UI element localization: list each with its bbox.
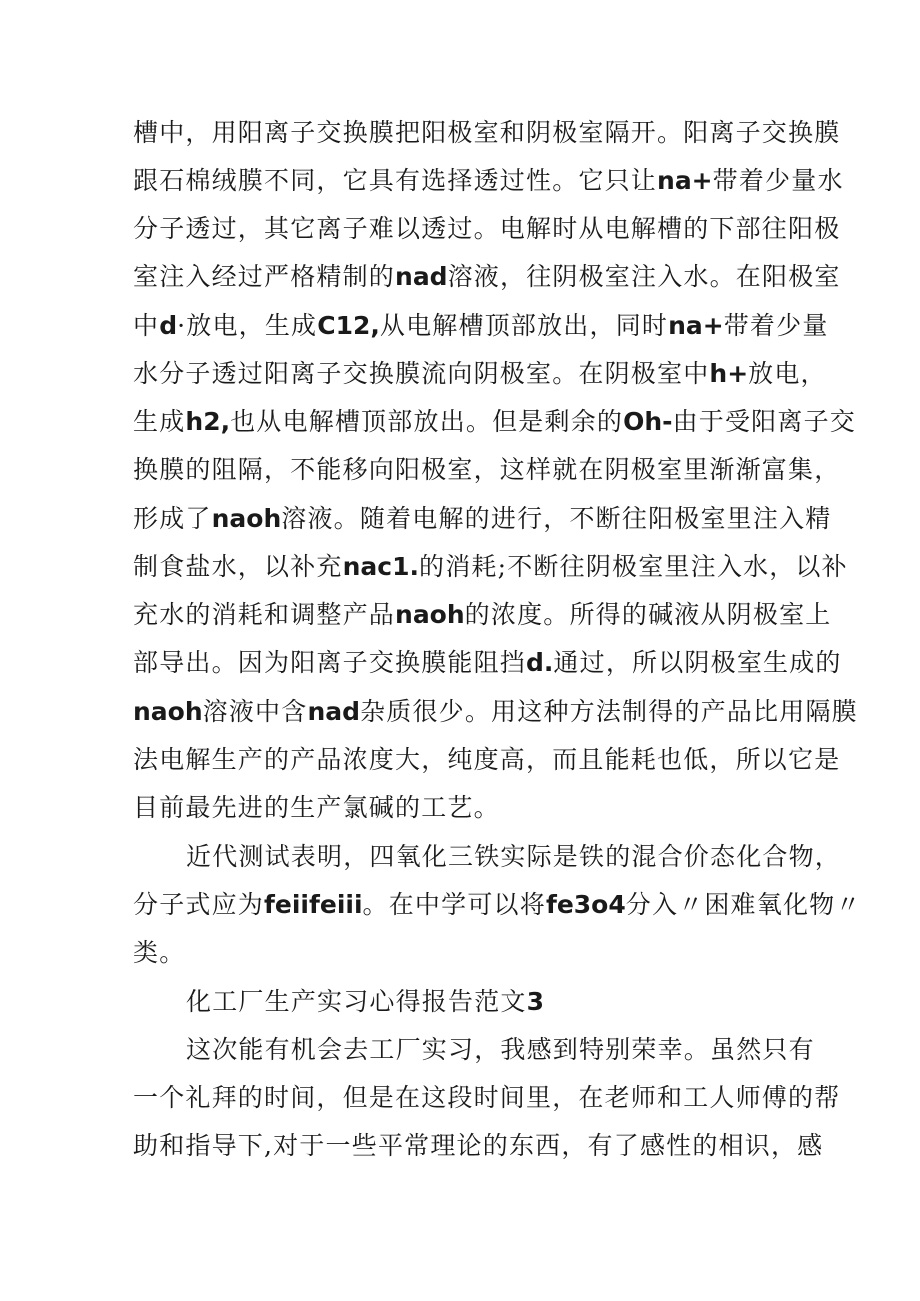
- text-line: [133, 504, 832, 534]
- text-line: [133, 262, 841, 292]
- text-run: 部导出。因为阳离子交换膜能阻挡: [133, 648, 527, 677]
- text-run: ·放电，生成: [177, 311, 318, 340]
- text-line: [133, 311, 829, 341]
- text-run: 近代测试表明，四氧化三铁实际是铁的混合价态化合物，: [186, 842, 842, 871]
- text-line: [133, 793, 500, 823]
- text-run: 跟石棉绒膜不同，它具有选择透过性。它只让: [133, 166, 658, 195]
- text-line: [186, 842, 842, 872]
- bold-term: h+: [709, 359, 749, 388]
- bold-term: nad: [395, 262, 448, 291]
- bold-term: 3: [526, 987, 545, 1016]
- bold-term: naoh: [133, 697, 203, 726]
- text-run: 放电，: [748, 359, 827, 388]
- text-line: [133, 1083, 841, 1113]
- text-line: [133, 1131, 823, 1161]
- text-line: [133, 600, 832, 630]
- text-run: 水分子透过阳离子交换膜流向阴极室。在阴极室中: [133, 359, 710, 388]
- text-run: 助和指导下,对于一些平常理论的东西，有了感性的相识，感: [133, 1131, 824, 1160]
- text-run: 的消耗;不断往阴极室里注入水，以补: [419, 552, 848, 581]
- text-run: 这次能有机会去工厂实习，我感到特别荣幸。虽然只有: [186, 1035, 815, 1064]
- bold-term: fe3o4: [545, 890, 626, 919]
- bold-term: naoh: [211, 504, 282, 533]
- text-run: 由于受阳离子交: [672, 407, 856, 436]
- text-run: 分子式应为: [133, 890, 265, 919]
- text-line: [133, 455, 841, 485]
- text-line: [133, 648, 842, 678]
- text-line: [133, 214, 841, 244]
- bold-term: C12,: [317, 311, 380, 340]
- text-run: 溶液，往阴极室注入水。在阳极室: [447, 262, 841, 291]
- text-run: 充水的消耗和调整产品: [133, 600, 396, 629]
- text-run: 室注入经过严格精制的: [133, 262, 396, 291]
- text-line: [186, 1035, 815, 1065]
- text-run: 化工厂生产实习心得报告范文: [186, 987, 527, 1016]
- text-line: [133, 745, 841, 775]
- bold-term: nad: [307, 697, 361, 726]
- bold-term: d.: [526, 648, 554, 677]
- text-run: 分入〃困难氧化物〃: [625, 890, 862, 919]
- text-line: [133, 697, 858, 727]
- text-line: [133, 890, 862, 920]
- text-run: 溶液中含: [202, 697, 308, 726]
- bold-term: feiifeiii: [264, 890, 363, 919]
- text-run: 换膜的阻隔，不能移向阳极室，这样就在阴极室里渐渐富集，: [133, 455, 841, 484]
- bold-term: h2,: [185, 407, 231, 436]
- text-run: 一个礼拜的时间，但是在这段时间里，在老师和工人师傅的帮: [133, 1083, 841, 1112]
- text-line: [133, 938, 185, 968]
- text-run: 通过，所以阴极室生成的: [553, 648, 842, 677]
- text-run: 的浓度。所得的碱液从阴极室上: [464, 600, 832, 629]
- text-run: 从电解槽顶部放出，同时: [379, 311, 669, 340]
- bold-term: na+: [657, 166, 713, 195]
- text-line: [133, 552, 848, 582]
- text-run: 目前最先进的生产氯碱的工艺。: [133, 793, 500, 822]
- text-run: 带着少量水: [712, 166, 844, 195]
- text-line: [133, 407, 856, 437]
- text-run: 生成: [133, 407, 186, 436]
- bold-term: d: [159, 311, 178, 340]
- text-line: [133, 118, 841, 148]
- text-run: 形成了: [133, 504, 212, 533]
- bold-term: nac1.: [342, 552, 419, 581]
- text-run: 。在中学可以将: [362, 890, 546, 919]
- text-run: 制食盐水，以补充: [133, 552, 343, 581]
- text-line: [133, 359, 827, 389]
- text-run: 杂质很少。用这种方法制得的产品比用隔膜: [360, 697, 858, 726]
- text-run: 也从电解槽顶部放出。但是剩余的: [230, 407, 624, 436]
- text-line: [186, 987, 544, 1017]
- text-run: 法电解生产的产品浓度大，纯度高，而且能耗也低，所以它是: [133, 745, 841, 774]
- text-run: 槽中，用阳离子交换膜把阳极室和阴极室隔开。阳离子交换膜: [133, 118, 841, 147]
- bold-term: Oh-: [623, 407, 673, 436]
- text-run: 中: [133, 311, 160, 340]
- text-run: 分子透过，其它离子难以透过。电解时从电解槽的下部往阳极: [133, 214, 841, 243]
- bold-term: na+: [668, 311, 724, 340]
- bold-term: naoh: [395, 600, 465, 629]
- text-run: 溶液。随着电解的进行，不断往阳极室里注入精: [281, 504, 832, 533]
- text-run: 带着少量: [723, 311, 829, 340]
- text-run: 类。: [133, 938, 186, 967]
- text-line: [133, 166, 844, 196]
